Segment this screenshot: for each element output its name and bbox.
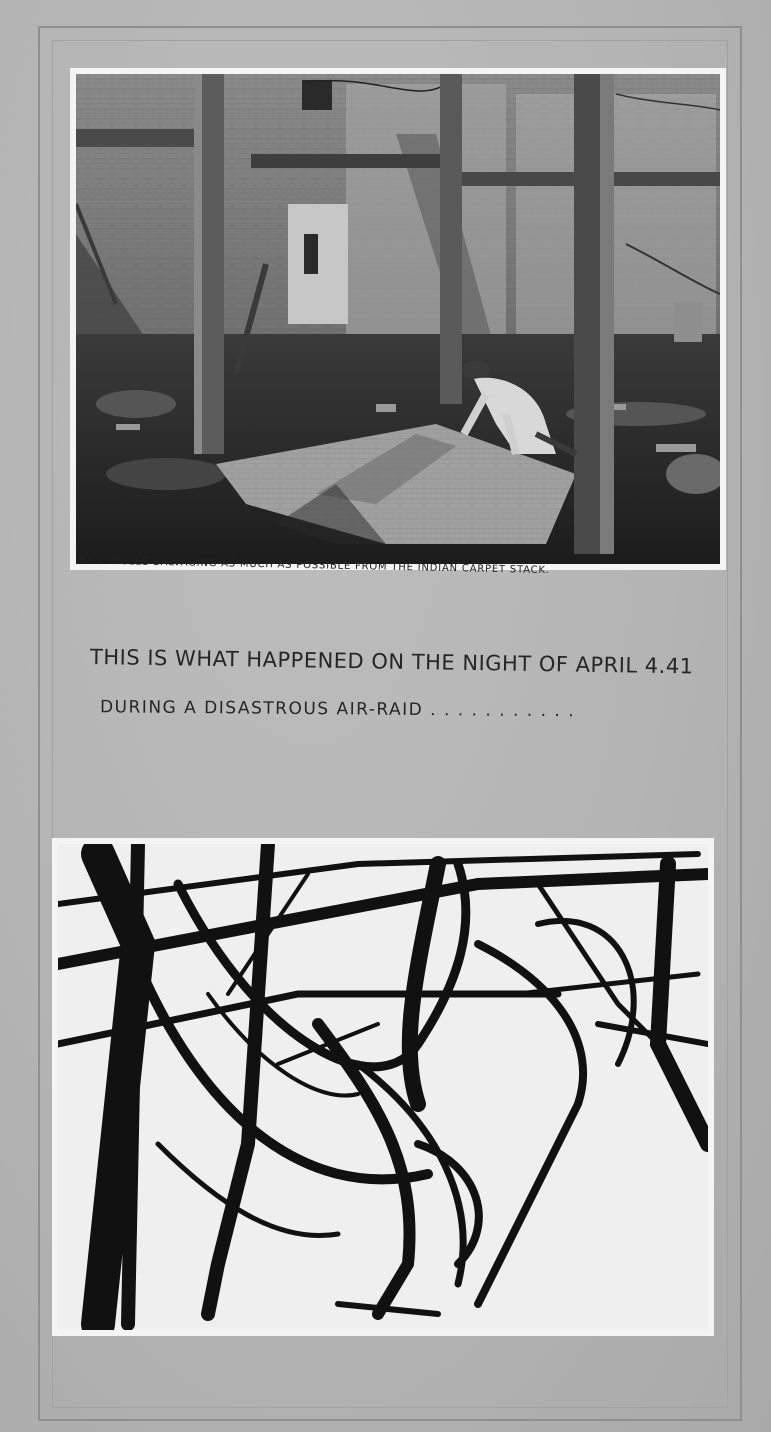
headline-line-1: THIS IS WHAT HAPPENED ON THE NIGHT OF APRIL 4.41 (89, 644, 694, 679)
photo-salvage (70, 68, 726, 570)
photo-salvage-caption: BILL INGLES SALVAGING AS MUCH AS POSSIBLE FROM THE INDIAN CARPET STACK. (79, 555, 550, 577)
photo-salvage-image (76, 74, 720, 564)
photo-girders-image (58, 844, 708, 1330)
headline-line-2: DURING A DISASTROUS AIR-RAID . . . . . . . . . . . (99, 697, 576, 722)
photo-girders (52, 838, 714, 1336)
